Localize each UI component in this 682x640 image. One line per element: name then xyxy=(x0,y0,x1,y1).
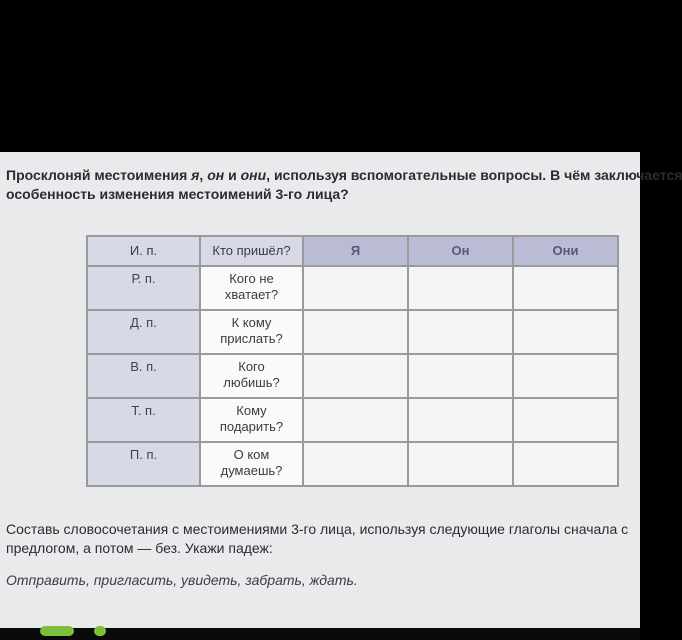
table-row xyxy=(87,266,618,310)
verb-list: Отправить, пригласить, увидеть, забрать, ждать. xyxy=(6,572,358,588)
header-on: Он xyxy=(408,236,513,266)
worksheet-screen xyxy=(0,152,682,628)
pronoun-oni: они xyxy=(240,167,267,183)
answer-cell-oni[interactable] xyxy=(513,266,618,310)
taskbar-indicator xyxy=(94,626,106,636)
question-line: Кого xyxy=(238,359,265,374)
declension-table xyxy=(86,235,619,487)
answer-cell-oni[interactable] xyxy=(513,310,618,354)
question-line: хватает? xyxy=(224,287,279,302)
question-line: любишь? xyxy=(223,375,280,390)
task-1-text xyxy=(6,166,682,204)
header-case: И. п. xyxy=(87,236,200,266)
question-line: подарить? xyxy=(219,419,284,434)
pronoun-ya: я xyxy=(191,167,200,183)
question-cell xyxy=(200,442,303,486)
question-cell xyxy=(200,310,303,354)
question-cell xyxy=(200,266,303,310)
question-line: Кому xyxy=(236,403,267,418)
case-cell: В. п. xyxy=(87,354,200,398)
answer-cell-ya[interactable] xyxy=(303,266,408,310)
answer-cell-oni[interactable] xyxy=(513,398,618,442)
answer-cell-oni[interactable] xyxy=(513,442,618,486)
task-1-separator: и xyxy=(224,167,241,183)
task-1-text-part: , используя вспомогательные вопросы. В чём заключается xyxy=(266,167,682,183)
answer-cell-ya[interactable] xyxy=(303,442,408,486)
task-1-separator: , xyxy=(199,167,208,183)
question-cell xyxy=(200,398,303,442)
question-line: К кому xyxy=(231,315,272,330)
answer-cell-on[interactable] xyxy=(408,310,513,354)
table-row xyxy=(87,354,618,398)
answer-cell-oni[interactable] xyxy=(513,354,618,398)
answer-cell-on[interactable] xyxy=(408,266,513,310)
case-cell: П. п. xyxy=(87,442,200,486)
table-row xyxy=(87,398,618,442)
taskbar-indicator xyxy=(40,626,74,636)
table-row xyxy=(87,442,618,486)
task-2-text-line2: предлогом, а потом — без. Укажи падеж: xyxy=(6,540,273,556)
answer-cell-on[interactable] xyxy=(408,442,513,486)
answer-cell-on[interactable] xyxy=(408,354,513,398)
case-cell: Р. п. xyxy=(87,266,200,310)
question-line: прислать? xyxy=(220,331,283,346)
table-header-row xyxy=(87,236,618,266)
pronoun-on: он xyxy=(207,167,225,183)
question-line: О ком xyxy=(233,447,270,462)
answer-cell-on[interactable] xyxy=(408,398,513,442)
header-question: Кто пришёл? xyxy=(200,236,303,266)
header-oni: Они xyxy=(513,236,618,266)
answer-cell-ya[interactable] xyxy=(303,398,408,442)
answer-cell-ya[interactable] xyxy=(303,354,408,398)
question-line: думаешь? xyxy=(220,463,283,478)
header-ya: Я xyxy=(303,236,408,266)
case-cell: Т. п. xyxy=(87,398,200,442)
table-row xyxy=(87,310,618,354)
case-cell: Д. п. xyxy=(87,310,200,354)
task-1-text-line2: особенность изменения местоимений 3-го лица? xyxy=(6,186,349,202)
question-cell xyxy=(200,354,303,398)
question-line: Кого не xyxy=(229,271,274,286)
task-2-text-line1: Составь словосочетания с местоимениями 3-го лица, используя следующие глаголы сначала с xyxy=(6,521,629,537)
task-2-text xyxy=(6,520,666,558)
answer-cell-ya[interactable] xyxy=(303,310,408,354)
task-1-text-part: Просклоняй местоимения xyxy=(6,167,192,183)
